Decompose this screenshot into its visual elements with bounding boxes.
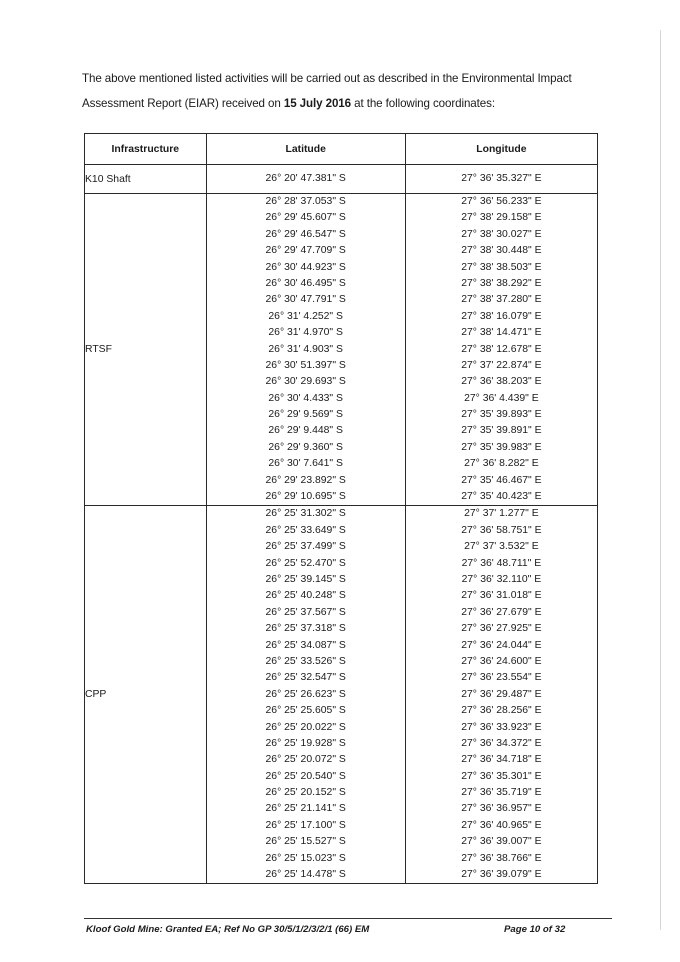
latitude-value: 26° 25' 19.928" S — [265, 737, 346, 749]
longitude-value: 27° 36' 27.925" E — [461, 623, 542, 635]
longitude-value: 27° 35' 39.983" E — [461, 441, 542, 453]
longitude-value: 27° 36' 39.007" E — [461, 836, 542, 848]
latitude-value: 26° 30' 7.641" S — [268, 458, 343, 470]
latitude-value: 26° 25' 21.141" S — [265, 803, 346, 815]
infrastructure-cell: RTSF — [85, 194, 207, 506]
longitude-value: 27° 36' 34.372" E — [461, 737, 542, 749]
latitude-value: 26° 25' 17.100" S — [265, 819, 346, 831]
latitude-value: 26° 28' 37.053" S — [265, 196, 346, 207]
latitude-value: 26° 25' 34.087" S — [265, 639, 346, 651]
latitude-value: 26° 25' 20.540" S — [265, 770, 346, 782]
latitude-value: 26° 29' 45.607" S — [265, 212, 346, 224]
longitude-value: 27° 38' 14.471" E — [461, 327, 542, 339]
header-longitude: Longitude — [405, 134, 597, 165]
longitude-cell — [405, 194, 597, 506]
longitude-value: 27° 38' 12.678" E — [461, 343, 542, 355]
longitude-value: 27° 38' 38.292" E — [461, 277, 542, 289]
longitude-value: 27° 36' 39.079" E — [461, 869, 542, 881]
infrastructure-cell: K10 Shaft — [85, 165, 207, 194]
latitude-value: 26° 30' 4.433" S — [268, 392, 343, 404]
longitude-value: 27° 35' 40.423" E — [461, 491, 542, 503]
longitude-cell — [405, 165, 597, 194]
longitude-value: 27° 36' 32.110" E — [461, 573, 542, 585]
longitude-value: 27° 36' 48.711" E — [461, 557, 542, 569]
latitude-value: 26° 29' 23.892" S — [265, 474, 346, 486]
latitude-value: 26° 25' 20.072" S — [265, 754, 346, 766]
latitude-value: 26° 30' 46.495" S — [265, 277, 346, 289]
longitude-value: 27° 36' 58.751" E — [461, 524, 542, 536]
longitude-value: 27° 36' 38.203" E — [461, 376, 542, 388]
latitude-value: 26° 25' 31.302" S — [265, 508, 346, 520]
longitude-value: 27° 38' 38.503" E — [461, 261, 542, 273]
latitude-value: 26° 31' 4.903" S — [268, 343, 343, 355]
table-row — [85, 165, 598, 194]
longitude-value: 27° 36' 35.301" E — [461, 770, 542, 782]
latitude-cell — [206, 194, 405, 506]
longitude-value: 27° 36' 4.439" E — [464, 392, 539, 404]
latitude-value: 26° 29' 10.695" S — [265, 491, 346, 503]
intro-text-end: at the following coordinates: — [351, 97, 495, 110]
longitude-value: 27° 36' 34.718" E — [461, 754, 542, 766]
longitude-value: 27° 36' 38.766" E — [461, 852, 542, 864]
longitude-value: 27° 36' 23.554" E — [461, 672, 542, 684]
table-row — [85, 194, 598, 506]
latitude-value: 26° 25' 37.567" S — [265, 606, 346, 618]
latitude-value: 26° 25' 25.605" S — [265, 705, 346, 717]
longitude-value: 27° 38' 29.158" E — [461, 212, 542, 224]
longitude-value: 27° 36' 28.256" E — [461, 705, 542, 717]
longitude-value: 27° 37' 22.874" E — [461, 359, 542, 371]
latitude-value: 26° 29' 46.547" S — [265, 228, 346, 240]
latitude-value: 26° 30' 47.791" S — [265, 294, 346, 306]
scan-edge-line — [660, 30, 661, 930]
longitude-value: 27° 36' 27.679" E — [461, 606, 542, 618]
table-body — [85, 165, 598, 884]
latitude-value: 26° 25' 20.022" S — [265, 721, 346, 733]
longitude-value: 27° 36' 24.044" E — [461, 639, 542, 651]
coordinates-table — [84, 133, 598, 884]
footer-page-number: Page 10 of 32 — [504, 924, 566, 935]
latitude-value: 26° 25' 52.470" S — [265, 557, 346, 569]
latitude-value: 26° 29' 9.360" S — [268, 441, 343, 453]
latitude-value: 26° 25' 40.248" S — [265, 590, 346, 602]
longitude-value: 27° 37' 3.532" E — [464, 541, 539, 553]
longitude-value: 27° 36' 29.487" E — [461, 688, 542, 700]
latitude-value: 26° 30' 44.923" S — [265, 261, 346, 273]
latitude-value: 26° 25' 37.318" S — [265, 623, 346, 635]
header-infrastructure: Infrastructure — [85, 134, 207, 165]
latitude-cell — [206, 506, 405, 884]
latitude-value: 26° 29' 47.709" S — [265, 245, 346, 257]
latitude-cell — [206, 165, 405, 194]
latitude-value: 26° 25' 15.527" S — [265, 836, 346, 848]
longitude-value: 27° 36' 31.018" E — [461, 590, 542, 602]
longitude-cell — [405, 506, 597, 884]
longitude-value: 27° 36' 56.233" E — [461, 196, 542, 207]
longitude-value: 27° 35' 46.467" E — [461, 474, 542, 486]
latitude-value: 26° 20' 47.381" S — [265, 172, 346, 184]
latitude-value: 26° 31' 4.252" S — [268, 310, 343, 322]
longitude-value: 27° 38' 30.448" E — [461, 245, 542, 257]
longitude-value: 27° 36' 40.965" E — [461, 819, 542, 831]
longitude-value: 27° 36' 36.957" E — [461, 803, 542, 815]
longitude-value: 27° 35' 39.891" E — [461, 425, 542, 437]
latitude-value: 26° 25' 33.649" S — [265, 524, 346, 536]
longitude-value: 27° 36' 33.923" E — [461, 721, 542, 733]
latitude-value: 26° 30' 29.693" S — [265, 376, 346, 388]
table-row — [85, 506, 598, 884]
footer-reference: Kloof Gold Mine: Granted EA; Ref No GP 30/5/1/2/3/2/1 (66) EM — [86, 924, 370, 935]
latitude-value: 26° 25' 32.547" S — [265, 672, 346, 684]
latitude-value: 26° 31' 4.970" S — [268, 327, 343, 339]
longitude-value: 27° 36' 35.719" E — [461, 787, 542, 799]
longitude-value: 27° 36' 8.282" E — [464, 458, 539, 470]
infrastructure-cell: CPP — [85, 506, 207, 884]
longitude-value: 27° 38' 16.079" E — [461, 310, 542, 322]
longitude-value: 27° 38' 37.280" E — [461, 294, 542, 306]
intro-paragraph — [82, 66, 622, 116]
latitude-value: 26° 25' 26.623" S — [265, 688, 346, 700]
latitude-value: 26° 25' 15.023" S — [265, 852, 346, 864]
longitude-value: 27° 36' 24.600" E — [461, 655, 542, 667]
footer-rule — [84, 918, 612, 919]
longitude-value: 27° 35' 39.893" E — [461, 409, 542, 421]
latitude-value: 26° 25' 37.499" S — [265, 541, 346, 553]
header-latitude: Latitude — [206, 134, 405, 165]
longitude-value: 27° 36' 35.327" E — [461, 172, 542, 184]
latitude-value: 26° 25' 20.152" S — [265, 787, 346, 799]
latitude-value: 26° 25' 39.145" S — [265, 573, 346, 585]
latitude-value: 26° 29' 9.448" S — [268, 425, 343, 437]
latitude-value: 26° 30' 51.397" S — [265, 359, 346, 371]
longitude-value: 27° 38' 30.027" E — [461, 228, 542, 240]
table-header-row — [85, 134, 598, 165]
latitude-value: 26° 29' 9.569" S — [268, 409, 343, 421]
latitude-value: 26° 25' 33.526" S — [265, 655, 346, 667]
latitude-value: 26° 25' 14.478" S — [265, 869, 346, 881]
intro-date: 15 July 2016 — [283, 97, 351, 110]
longitude-value: 27° 37' 1.277" E — [464, 508, 539, 520]
intro-text: The above mentioned listed activities will be carried out as described in the Environmental Impact Assessment Report (EIAR) received on — [82, 72, 572, 110]
